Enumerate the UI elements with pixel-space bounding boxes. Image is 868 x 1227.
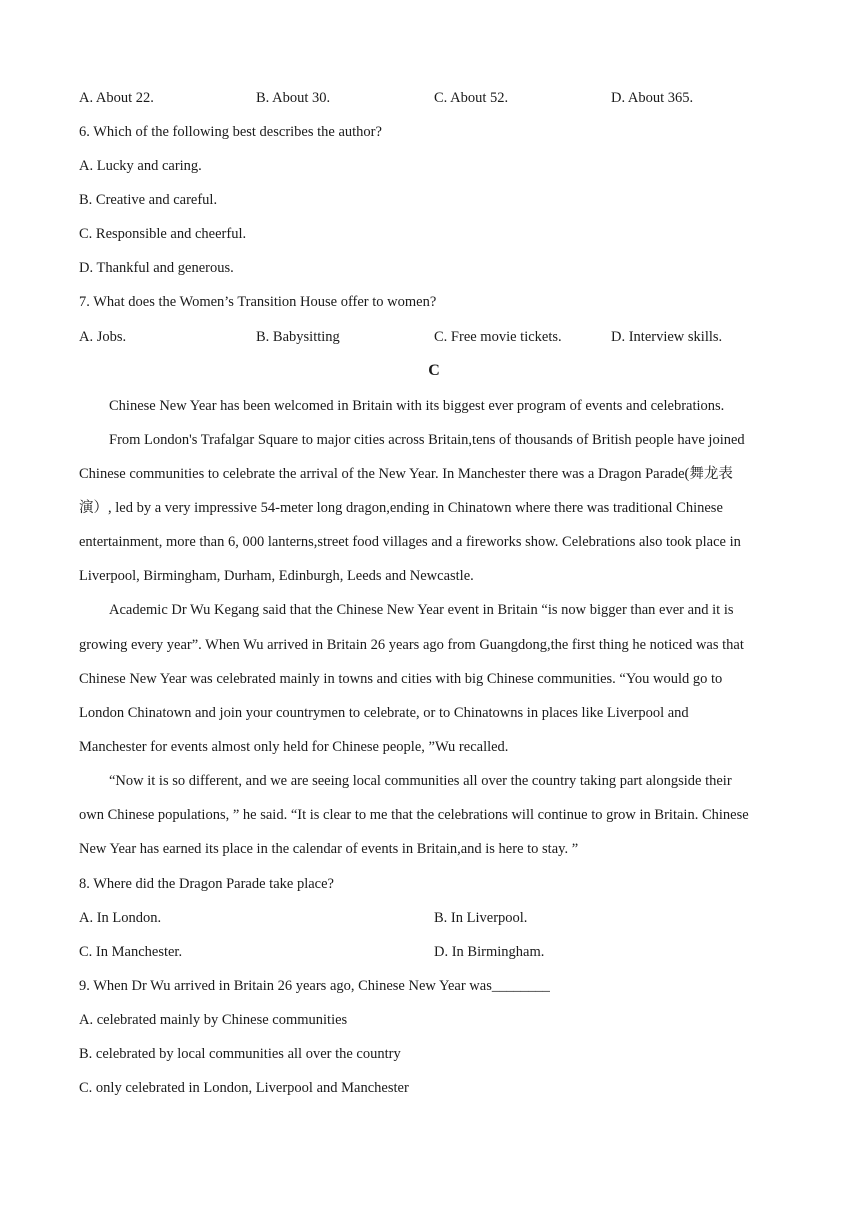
q6-option-a: A. Lucky and caring. xyxy=(79,158,202,174)
passage-line: growing every year”. When Wu arrived in Britain 26 years ago from Guangdong,the first thing he noticed was that xyxy=(79,637,744,653)
passage-line: “Now it is so different, and we are seeing local communities all over the country taking part alongside their xyxy=(109,773,732,789)
q8-option-b: B. In Liverpool. xyxy=(434,910,528,926)
q9-option-b: B. celebrated by local communities all over the country xyxy=(79,1046,401,1062)
section-heading: C xyxy=(428,362,440,379)
q9-question: 9. When Dr Wu arrived in Britain 26 years ago, Chinese New Year was________ xyxy=(79,978,550,994)
q8-option-a: A. In London. xyxy=(79,910,162,926)
passage-line: entertainment, more than 6, 000 lanterns,street food villages and a fireworks show. Celebrations also took place in xyxy=(79,534,741,550)
passage-line: Chinese communities to celebrate the arrival of the New Year. In Manchester there was a Dragon Parade(舞龙表 xyxy=(79,466,733,482)
q8-option-c: C. In Manchester. xyxy=(79,944,183,960)
passage-line: Liverpool, Birmingham, Durham, Edinburgh, Leeds and Newcastle. xyxy=(79,568,474,584)
q8-question: 8. Where did the Dragon Parade take place? xyxy=(79,876,334,892)
q7-option-d: D. Interview skills. xyxy=(611,329,723,345)
q6-option-d: D. Thankful and generous. xyxy=(79,260,234,276)
passage-line: 演）, led by a very impressive 54-meter long dragon,ending in Chinatown where there was traditional Chinese xyxy=(79,500,723,516)
q5-option-d: D. About 365. xyxy=(611,90,694,106)
q7-option-c: C. Free movie tickets. xyxy=(434,329,562,345)
q7-question: 7. What does the Women’s Transition House offer to women? xyxy=(79,294,437,310)
passage-line: Manchester for events almost only held for Chinese people, ”Wu recalled. xyxy=(79,739,509,755)
q6-option-b: B. Creative and careful. xyxy=(79,192,218,208)
passage-line: Academic Dr Wu Kegang said that the Chinese New Year event in Britain “is now bigger than ever and it is xyxy=(109,602,734,618)
q9-option-a: A. celebrated mainly by Chinese communities xyxy=(79,1012,348,1028)
q8-option-d: D. In Birmingham. xyxy=(434,944,545,960)
q7-option-b: B. Babysitting xyxy=(256,329,340,345)
q7-option-a: A. Jobs. xyxy=(79,329,127,345)
q6-question: 6. Which of the following best describes the author? xyxy=(79,124,382,140)
passage-line: Chinese New Year was celebrated mainly in towns and cities with big Chinese communities. “You would go to xyxy=(79,671,723,687)
passage-line: own Chinese populations, ” he said. “It is clear to me that the celebrations will continue to grow in Britain. Chinese xyxy=(79,807,749,823)
q9-option-c: C. only celebrated in London, Liverpool and Manchester xyxy=(79,1080,409,1096)
passage-line: New Year has earned its place in the calendar of events in Britain,and is here to stay. ” xyxy=(79,841,579,857)
q5-option-a: A. About 22. xyxy=(79,90,154,106)
passage-line: London Chinatown and join your countrymen to celebrate, or to Chinatowns in places like Liverpool and xyxy=(79,705,689,721)
passage-line: Chinese New Year has been welcomed in Britain with its biggest ever program of events and celebrations. xyxy=(109,398,725,414)
q5-option-c: C. About 52. xyxy=(434,90,509,106)
q5-option-b: B. About 30. xyxy=(256,90,331,106)
q6-option-c: C. Responsible and cheerful. xyxy=(79,226,247,242)
passage-line: From London's Trafalgar Square to major cities across Britain,tens of thousands of British people have joined xyxy=(109,432,745,448)
